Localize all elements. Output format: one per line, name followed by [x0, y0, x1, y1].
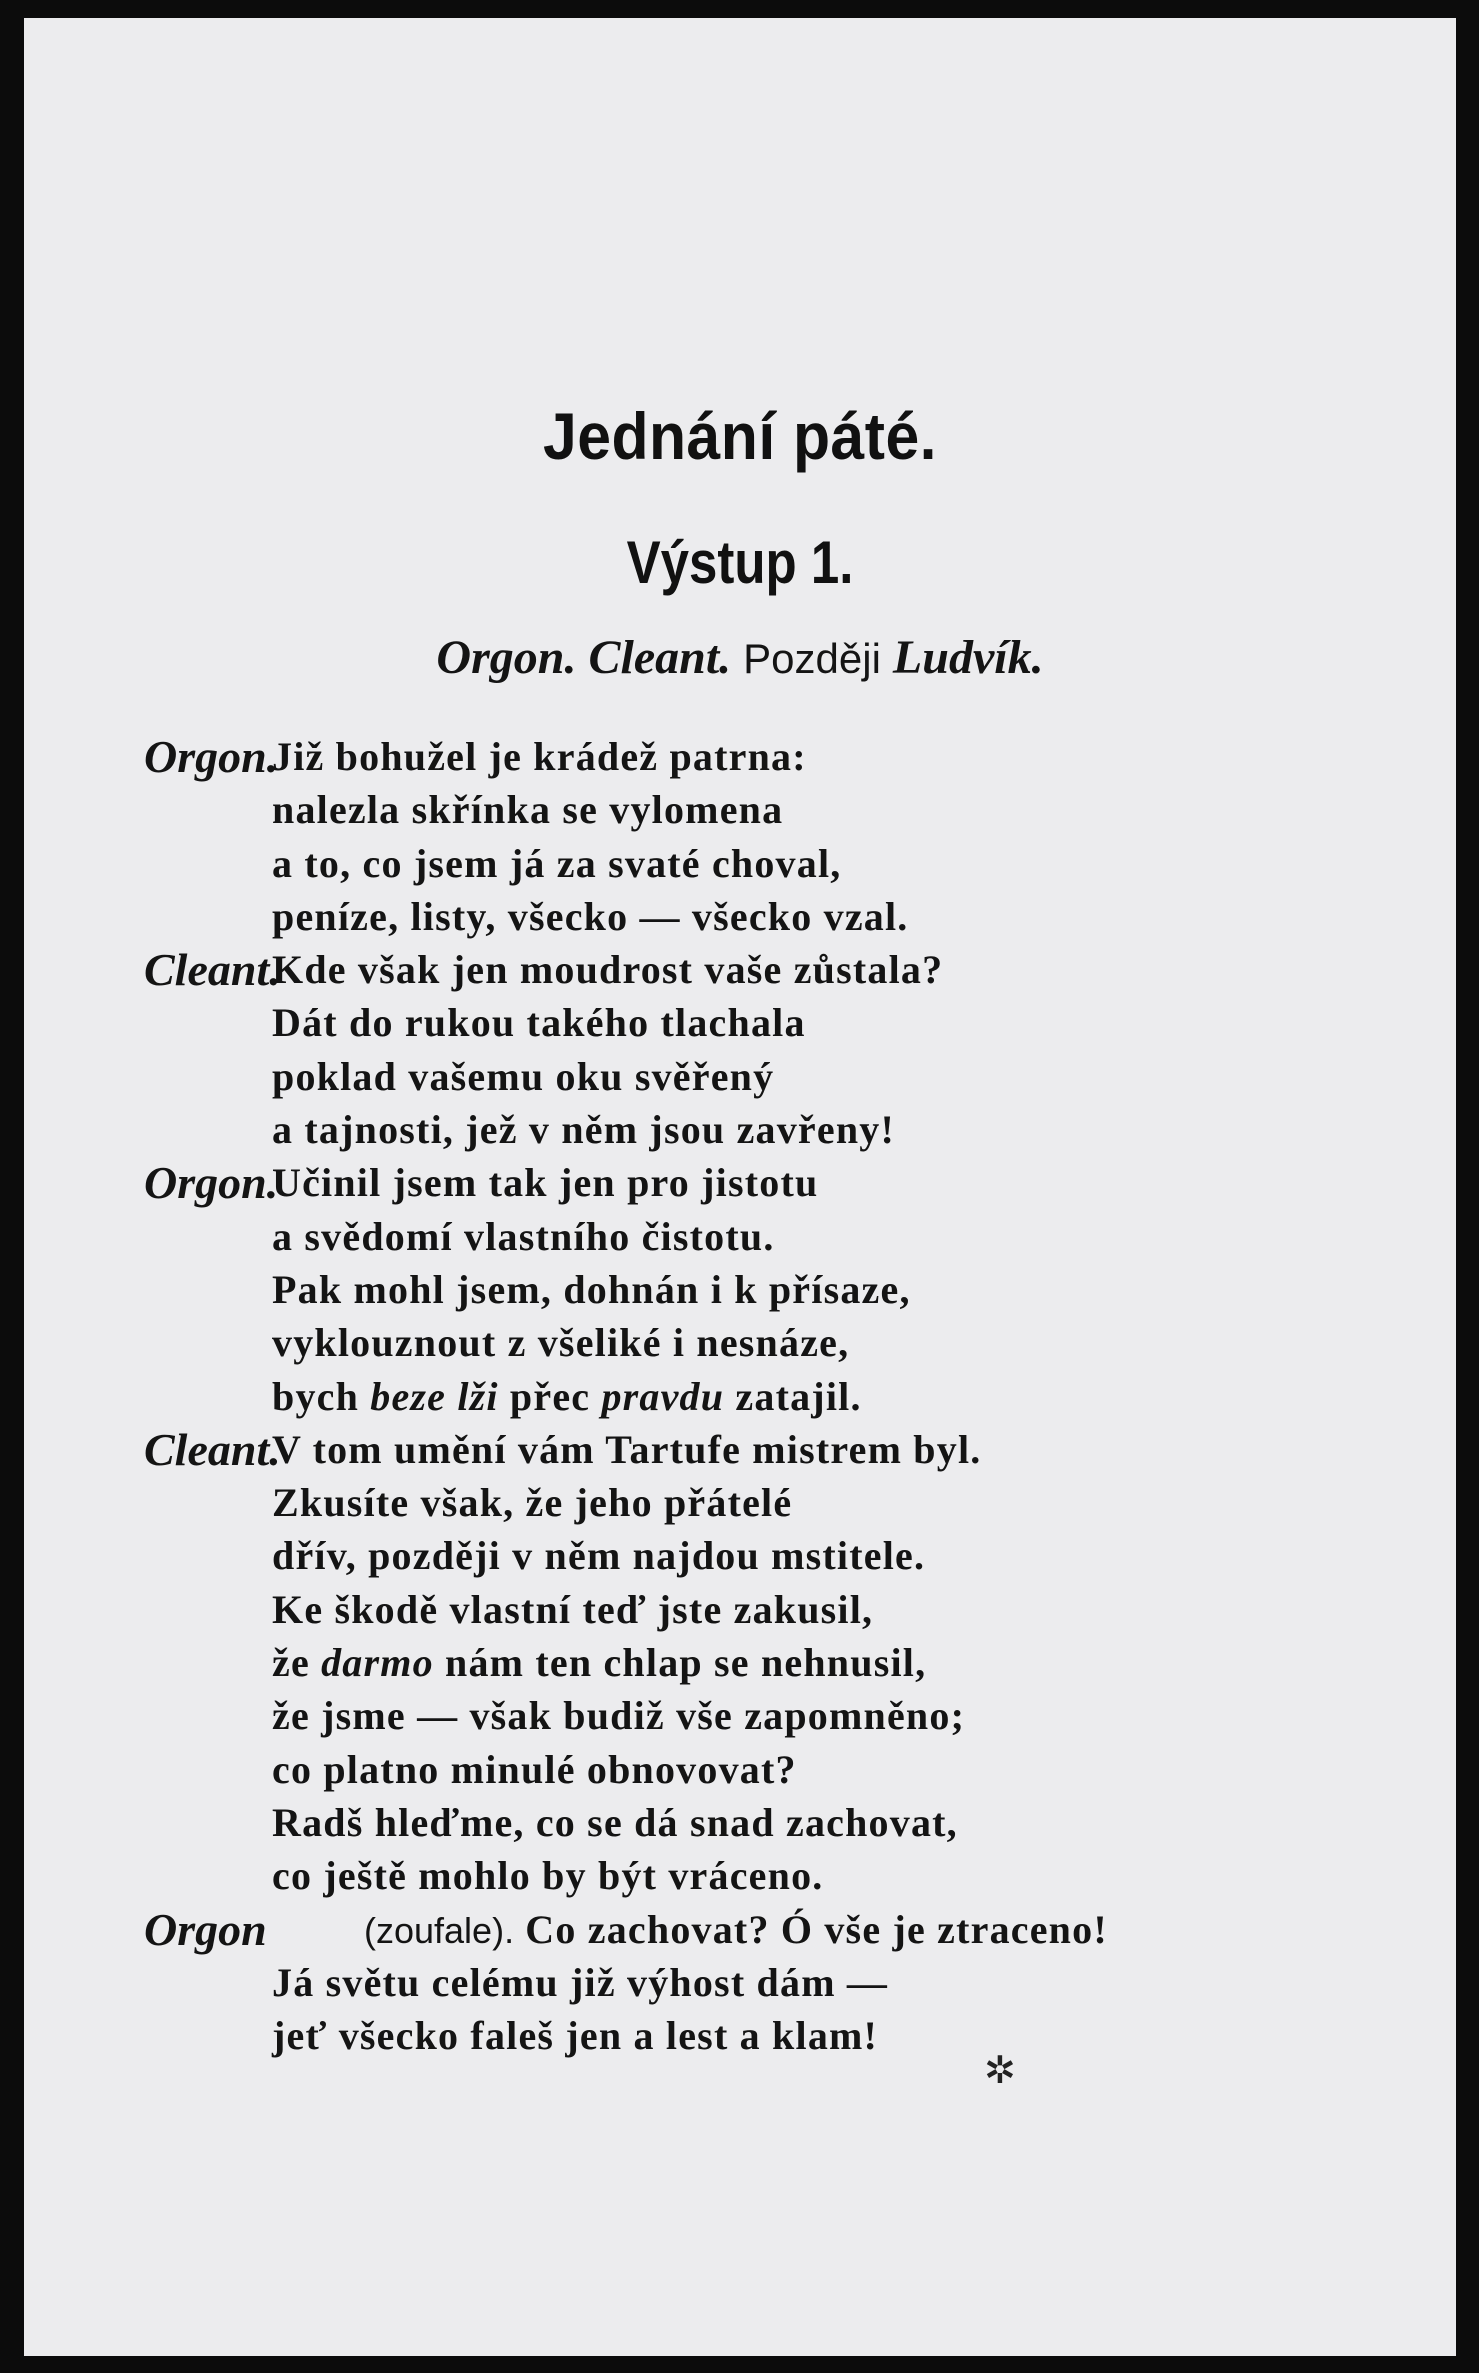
- verse-words: Co zachovat? Ó vše je ztraceno!: [525, 1906, 1108, 1952]
- cast-ludvik: Ludvík.: [892, 631, 1044, 684]
- verse-words: co platno minulé obnovovat?: [272, 1746, 797, 1792]
- verse-line: [24, 1849, 1456, 1902]
- verse-words: že jsme — však budiž vše zapomněno;: [272, 1693, 966, 1739]
- verse-words: dřív, později v něm najdou mstitele.: [272, 1533, 926, 1579]
- verse-words: peníze, listy, všecko — všecko vzal.: [272, 893, 909, 939]
- verse-fragment: přec: [498, 1373, 602, 1419]
- verse-text: [272, 1636, 926, 1689]
- stage-direction: (zoufale).: [364, 1909, 515, 1951]
- verse-text: [272, 1050, 774, 1103]
- cast-list: [24, 630, 1456, 685]
- verse-fragment: bych: [272, 1373, 371, 1419]
- verse-words: Kde však jen moudrost vaše zůstala?: [272, 947, 944, 993]
- verse-line: [24, 1583, 1456, 1636]
- verse-text: [272, 837, 841, 890]
- speaker-name: Orgon.: [144, 1157, 279, 1209]
- verse-text: [272, 1529, 925, 1582]
- verse-words: a tajnosti, jež v něm jsou zavřeny!: [272, 1107, 895, 1153]
- verse-text: [272, 1156, 818, 1209]
- verse-words: Již bohužel je krádež patrna:: [272, 734, 807, 779]
- verse-fragment: zatajil.: [724, 1373, 862, 1419]
- emphasized-word: darmo: [321, 1640, 434, 1686]
- emphasized-word: beze lži: [370, 1373, 499, 1419]
- act-title: Jednání páté.: [542, 399, 938, 473]
- verse-text: [272, 1743, 797, 1796]
- verse-text: [272, 1316, 849, 1369]
- speaker-name: Orgon: [144, 1903, 267, 1955]
- verse-words: Já světu celému již výhost dám —: [272, 1959, 889, 2005]
- verse-words: Ke škodě vlastní teď jste zakusil,: [272, 1586, 874, 1632]
- cast-cleant: Cleant.: [588, 631, 732, 684]
- verse-text: [272, 996, 806, 1049]
- book-page: [24, 18, 1456, 2356]
- verse-fragment: nám ten chlap se nehnusil,: [433, 1640, 927, 1686]
- verse-text: [272, 1423, 981, 1476]
- verse-line: [24, 837, 1456, 890]
- verse-text: [272, 1689, 965, 1742]
- verse-line: [24, 1370, 1456, 1423]
- verse-words: Učinil jsem tak jen pro jistotu: [272, 1160, 819, 1206]
- verse-words: co ještě mohlo by být vráceno.: [272, 1853, 824, 1899]
- verse-line: [24, 1103, 1456, 1156]
- verse-line: [24, 890, 1456, 943]
- speaker-name: Orgon.: [144, 731, 279, 782]
- verse-line: [24, 1956, 1456, 2009]
- verse-text: [272, 1263, 911, 1316]
- verse-words: Pak mohl jsem, dohnán i k přísaze,: [272, 1266, 911, 1312]
- verse-line: [24, 730, 1456, 783]
- verse-text: [272, 1849, 823, 1902]
- verse-line: [24, 2009, 1456, 2062]
- speaker-name: Cleant.: [144, 944, 281, 996]
- verse-words: poklad vašemu oku svěřený: [272, 1053, 775, 1099]
- verse-line: [24, 1689, 1456, 1742]
- speaker-name: Cleant.: [144, 1423, 281, 1475]
- verse-words: nalezla skřínka se vylomena: [272, 787, 784, 833]
- cast-later: Později: [743, 635, 881, 682]
- verse-line: [24, 1050, 1456, 1103]
- scene-title: Výstup 1.: [626, 529, 854, 596]
- verse-line: [24, 1210, 1456, 1263]
- verse-text: [272, 2009, 878, 2062]
- emphasized-word: pravdu: [601, 1373, 725, 1419]
- verse-line: [24, 1529, 1456, 1582]
- verse-line: [24, 1156, 1456, 1209]
- verse-words: V tom umění vám Tartufe mistrem byl.: [272, 1426, 982, 1472]
- verse-line: [24, 783, 1456, 836]
- verse-line: [24, 1796, 1456, 1849]
- verse-line: [24, 1476, 1456, 1529]
- verse-line: [24, 996, 1456, 1049]
- verse-line: [24, 943, 1456, 996]
- verse-text: [272, 1103, 895, 1156]
- verse-line: [24, 1263, 1456, 1316]
- verse-line: [24, 1636, 1456, 1689]
- verse-words: a svědomí vlastního čistotu.: [272, 1213, 775, 1259]
- verse-text: [272, 1583, 873, 1636]
- cast-orgon: Orgon.: [436, 631, 577, 684]
- verse-words: vyklouznout z všeliké i nesnáze,: [272, 1320, 850, 1366]
- verse-words: jeť všecko faleš jen a lest a klam!: [272, 2013, 879, 2059]
- verse-words: Dát do rukou takého tlachala: [272, 1000, 806, 1046]
- verse-line: [24, 1316, 1456, 1369]
- verse-text: [272, 943, 943, 996]
- verse-text: [272, 1476, 792, 1529]
- verse-words: Radš hleďme, co se dá snad zachovat,: [272, 1799, 958, 1845]
- verse-words: Zkusíte však, že jeho přátelé: [272, 1480, 793, 1526]
- verse-text: [272, 783, 783, 836]
- verse-text: [272, 1370, 862, 1423]
- verse-fragment: že: [272, 1640, 322, 1686]
- verse-text: [272, 730, 807, 783]
- verse-words: a to, co jsem já za svaté choval,: [272, 840, 842, 886]
- verse-line: [24, 1423, 1456, 1476]
- verse-text: [272, 890, 908, 943]
- verse-text: [272, 1956, 888, 2009]
- verse-text: [272, 1796, 958, 1849]
- verse-block: [24, 730, 1456, 2062]
- verse-line: [24, 1903, 1456, 1956]
- verse-text: [272, 1210, 775, 1263]
- verse-text: [364, 1903, 1108, 1957]
- ornament-asterisk: ✲: [984, 2050, 1016, 2092]
- verse-line: [24, 1743, 1456, 1796]
